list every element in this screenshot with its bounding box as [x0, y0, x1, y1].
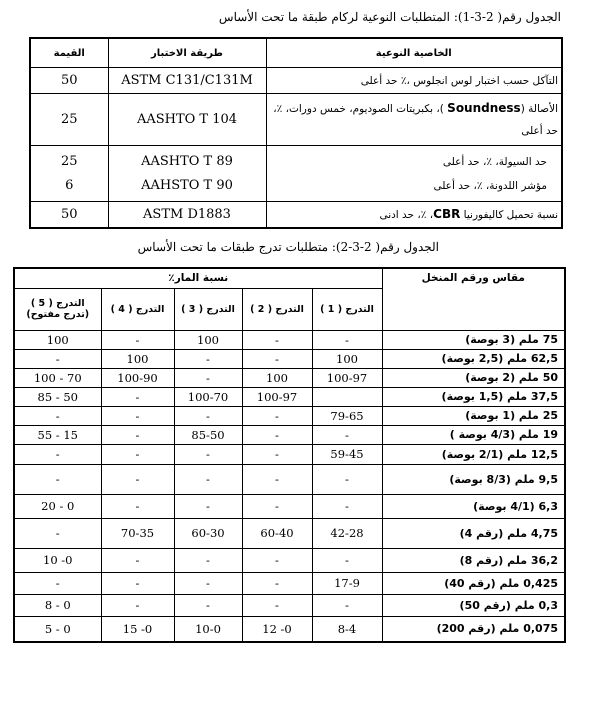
- grade-4-cell: -: [101, 425, 174, 444]
- grade-2-cell: -: [242, 494, 312, 518]
- grade-1-cell: 42-28: [312, 518, 382, 548]
- grade-4-cell: -: [101, 572, 174, 594]
- gradation-rows: [14, 330, 565, 642]
- grade-4-cell: -: [101, 464, 174, 494]
- grade-2-cell: 100: [242, 368, 312, 387]
- sieve-size-cell: 62,5 ملم (2,5 بوصة): [382, 349, 565, 368]
- grade-5-cell: -: [14, 349, 101, 368]
- value-text: 6: [65, 177, 74, 193]
- table-row: [14, 406, 565, 425]
- grade-1-cell: -: [312, 594, 382, 616]
- method-cell: ASTM C131/C131M: [108, 68, 266, 94]
- sieve-size-cell: 37,5 ملم (1,5 بوصة): [382, 387, 565, 406]
- grade-3-cell: -: [174, 349, 242, 368]
- table-row: [14, 594, 565, 616]
- table-row: [14, 368, 565, 387]
- table-row: [14, 444, 565, 464]
- sieve-header: مقاس ورقم المنخل: [382, 268, 565, 330]
- table-row: [14, 330, 565, 349]
- grade-5-cell: 100: [14, 330, 101, 349]
- header-property: الخاصية النوعية: [266, 38, 562, 68]
- property-text: نسبة تحميل كاليفورنيا: [460, 209, 558, 222]
- grade-2-cell: -: [242, 444, 312, 464]
- grade-2-cell: 100-97: [242, 387, 312, 406]
- grade-4-cell: -: [101, 330, 174, 349]
- grade-4-cell: -: [101, 594, 174, 616]
- grade-2-cell: -: [242, 406, 312, 425]
- value-cell: 50: [30, 68, 108, 94]
- grade-2-cell: 60-40: [242, 518, 312, 548]
- open-graded-label: (تدرج مفتوح): [26, 309, 90, 320]
- grade-2-cell: -: [242, 464, 312, 494]
- table-row: [14, 518, 565, 548]
- sieve-size-cell: 6,3 (4/1 بوصة): [382, 494, 565, 518]
- grade-2-cell: -: [242, 330, 312, 349]
- value-cell: 50: [30, 202, 108, 228]
- grade-3-cell: -: [174, 406, 242, 425]
- grade-1-header: التدرج ( 1 ): [312, 288, 382, 330]
- sieve-size-cell: 9,5 ملم (8/3 بوصة): [382, 464, 565, 494]
- gradation-table: [13, 267, 566, 643]
- grade-4-cell: -: [101, 444, 174, 464]
- grade-5-cell: -: [14, 444, 101, 464]
- grade-5-cell: 85 - 50: [14, 387, 101, 406]
- table-row: [30, 202, 562, 228]
- grade-1-cell: -: [312, 425, 382, 444]
- property-bold-text: CBR: [433, 207, 461, 222]
- table-row: [14, 387, 565, 406]
- grade-5-cell: 8 - 0: [14, 594, 101, 616]
- method-text: AAHSTO T 90: [141, 177, 233, 193]
- table-row: [30, 94, 562, 146]
- grade-4-cell: 15 -0: [101, 616, 174, 642]
- grade-5-cell: -: [14, 406, 101, 425]
- grade-3-cell: -: [174, 464, 242, 494]
- table-row: [30, 68, 562, 94]
- grade-3-cell: 100-70: [174, 387, 242, 406]
- grade-5-cell: 5 - 0: [14, 616, 101, 642]
- sieve-size-cell: 4,75 ملم (رقم 4): [382, 518, 565, 548]
- grade-2-cell: -: [242, 548, 312, 572]
- sieve-size-cell: 36,2 ملم (رقم 8): [382, 548, 565, 572]
- grade-5-cell: -: [14, 464, 101, 494]
- table-header-row: [30, 38, 562, 68]
- grade-1-cell: 100: [312, 349, 382, 368]
- method-cell: [108, 146, 266, 202]
- sieve-size-cell: 0,075 ملم (رقم 200): [382, 616, 565, 642]
- grade-3-header: التدرج ( 3 ): [174, 288, 242, 330]
- grade-2-cell: -: [242, 349, 312, 368]
- grade-1-cell: -: [312, 494, 382, 518]
- grade-1-cell: 59-45: [312, 444, 382, 464]
- grade-1-cell: -: [312, 464, 382, 494]
- grade-1-cell: 8-4: [312, 616, 382, 642]
- table-row: [14, 616, 565, 642]
- grade-3-cell: -: [174, 572, 242, 594]
- table-row: [14, 349, 565, 368]
- grade-2-cell: -: [242, 425, 312, 444]
- grade-5-cell: 100 - 70: [14, 368, 101, 387]
- property-cell: [266, 94, 562, 146]
- aggregate-properties-table: [29, 37, 563, 229]
- grade-3-cell: -: [174, 548, 242, 572]
- grade-1-cell: 79-65: [312, 406, 382, 425]
- property-text: مؤشر اللدونة، ٪، حد أعلى: [433, 179, 547, 192]
- sieve-size-cell: 75 ملم (3 بوصة): [382, 330, 565, 349]
- property-cell: [266, 146, 562, 202]
- grade-2-cell: 12 -0: [242, 616, 312, 642]
- grade-1-cell: -: [312, 548, 382, 572]
- grade-4-header: التدرج ( 4 ): [101, 288, 174, 330]
- grade-3-cell: 10-0: [174, 616, 242, 642]
- header-method: طريقة الاختبار: [108, 38, 266, 68]
- grade-5-cell: 10 -0: [14, 548, 101, 572]
- grade-4-cell: -: [101, 406, 174, 425]
- grade-2-cell: -: [242, 594, 312, 616]
- table-row: [14, 494, 565, 518]
- grade-3-cell: -: [174, 368, 242, 387]
- grade-4-cell: 100-90: [101, 368, 174, 387]
- grade-1-cell: 100-97: [312, 368, 382, 387]
- grade-4-cell: 100: [101, 349, 174, 368]
- table-row: [30, 146, 562, 202]
- grade-1-cell: 17-9: [312, 572, 382, 594]
- grade-3-cell: 60-30: [174, 518, 242, 548]
- table-header-row: [14, 268, 565, 288]
- property-text: الأصالة (: [520, 103, 558, 115]
- grade-5-cell: 20 - 0: [14, 494, 101, 518]
- grade-3-cell: -: [174, 594, 242, 616]
- grade-5-header: [14, 288, 101, 330]
- grade-3-cell: -: [174, 444, 242, 464]
- grade-4-cell: -: [101, 494, 174, 518]
- grade-2-header: التدرج ( 2 ): [242, 288, 312, 330]
- grade-3-cell: 100: [174, 330, 242, 349]
- sieve-size-cell: 50 ملم (2 بوصة): [382, 368, 565, 387]
- header-value: القيمة: [30, 38, 108, 68]
- grade-2-cell: -: [242, 572, 312, 594]
- property-bold-text: Soundness: [447, 101, 521, 115]
- sieve-size-cell: 12,5 ملم (2/1 بوصة): [382, 444, 565, 464]
- value-cell: [30, 146, 108, 202]
- sieve-size-cell: 0,425 ملم (رقم 40): [382, 572, 565, 594]
- table1-caption: الجدول رقم( 2-3-1): المتطلبات النوعية لركام طبقة ما تحت الأساس: [218, 10, 561, 24]
- method-cell: ASTM D1883: [108, 202, 266, 228]
- grade-1-cell: -: [312, 330, 382, 349]
- property-text: )، بكبريتات الصوديوم، خمس دورات، ٪، حد أعلى: [273, 103, 558, 137]
- value-text: 25: [60, 153, 78, 169]
- property-cell: [266, 202, 562, 228]
- grade-4-cell: -: [101, 548, 174, 572]
- property-cell: التآكل حسب اختبار لوس انجلوس ،٪ حد أعلى: [266, 68, 562, 94]
- property-text: ، ٪، حد ادنى: [379, 209, 434, 222]
- grade-3-cell: -: [174, 494, 242, 518]
- table-row: [14, 572, 565, 594]
- property-text: حد السيولة، ٪، حد أعلى: [442, 155, 547, 168]
- grade-4-cell: -: [101, 387, 174, 406]
- grade-3-cell: 85-50: [174, 425, 242, 444]
- table-row: [14, 464, 565, 494]
- table2-caption: الجدول رقم( 2-3-2): متطلبات تدرج طبقات ما تحت الأساس: [137, 240, 439, 254]
- sieve-size-cell: 19 ملم (4/3 بوصة ): [382, 425, 565, 444]
- method-cell: AASHTO T 104: [108, 94, 266, 146]
- grade-5-cell: -: [14, 572, 101, 594]
- sieve-size-cell: 0,3 ملم (رقم 50): [382, 594, 565, 616]
- grade-1-cell: [312, 387, 382, 406]
- table-row: [14, 425, 565, 444]
- table-row: [14, 548, 565, 572]
- sieve-size-cell: 25 ملم (1 بوصة): [382, 406, 565, 425]
- grade-5-cell: 55 - 15: [14, 425, 101, 444]
- passing-header: نسبة المار٪: [14, 268, 382, 288]
- grade-5-label: التدرج ( 5 ): [30, 298, 85, 309]
- grade-4-cell: 70-35: [101, 518, 174, 548]
- method-text: AASHTO T 89: [141, 153, 233, 169]
- grade-5-cell: -: [14, 518, 101, 548]
- value-cell: 25: [30, 94, 108, 146]
